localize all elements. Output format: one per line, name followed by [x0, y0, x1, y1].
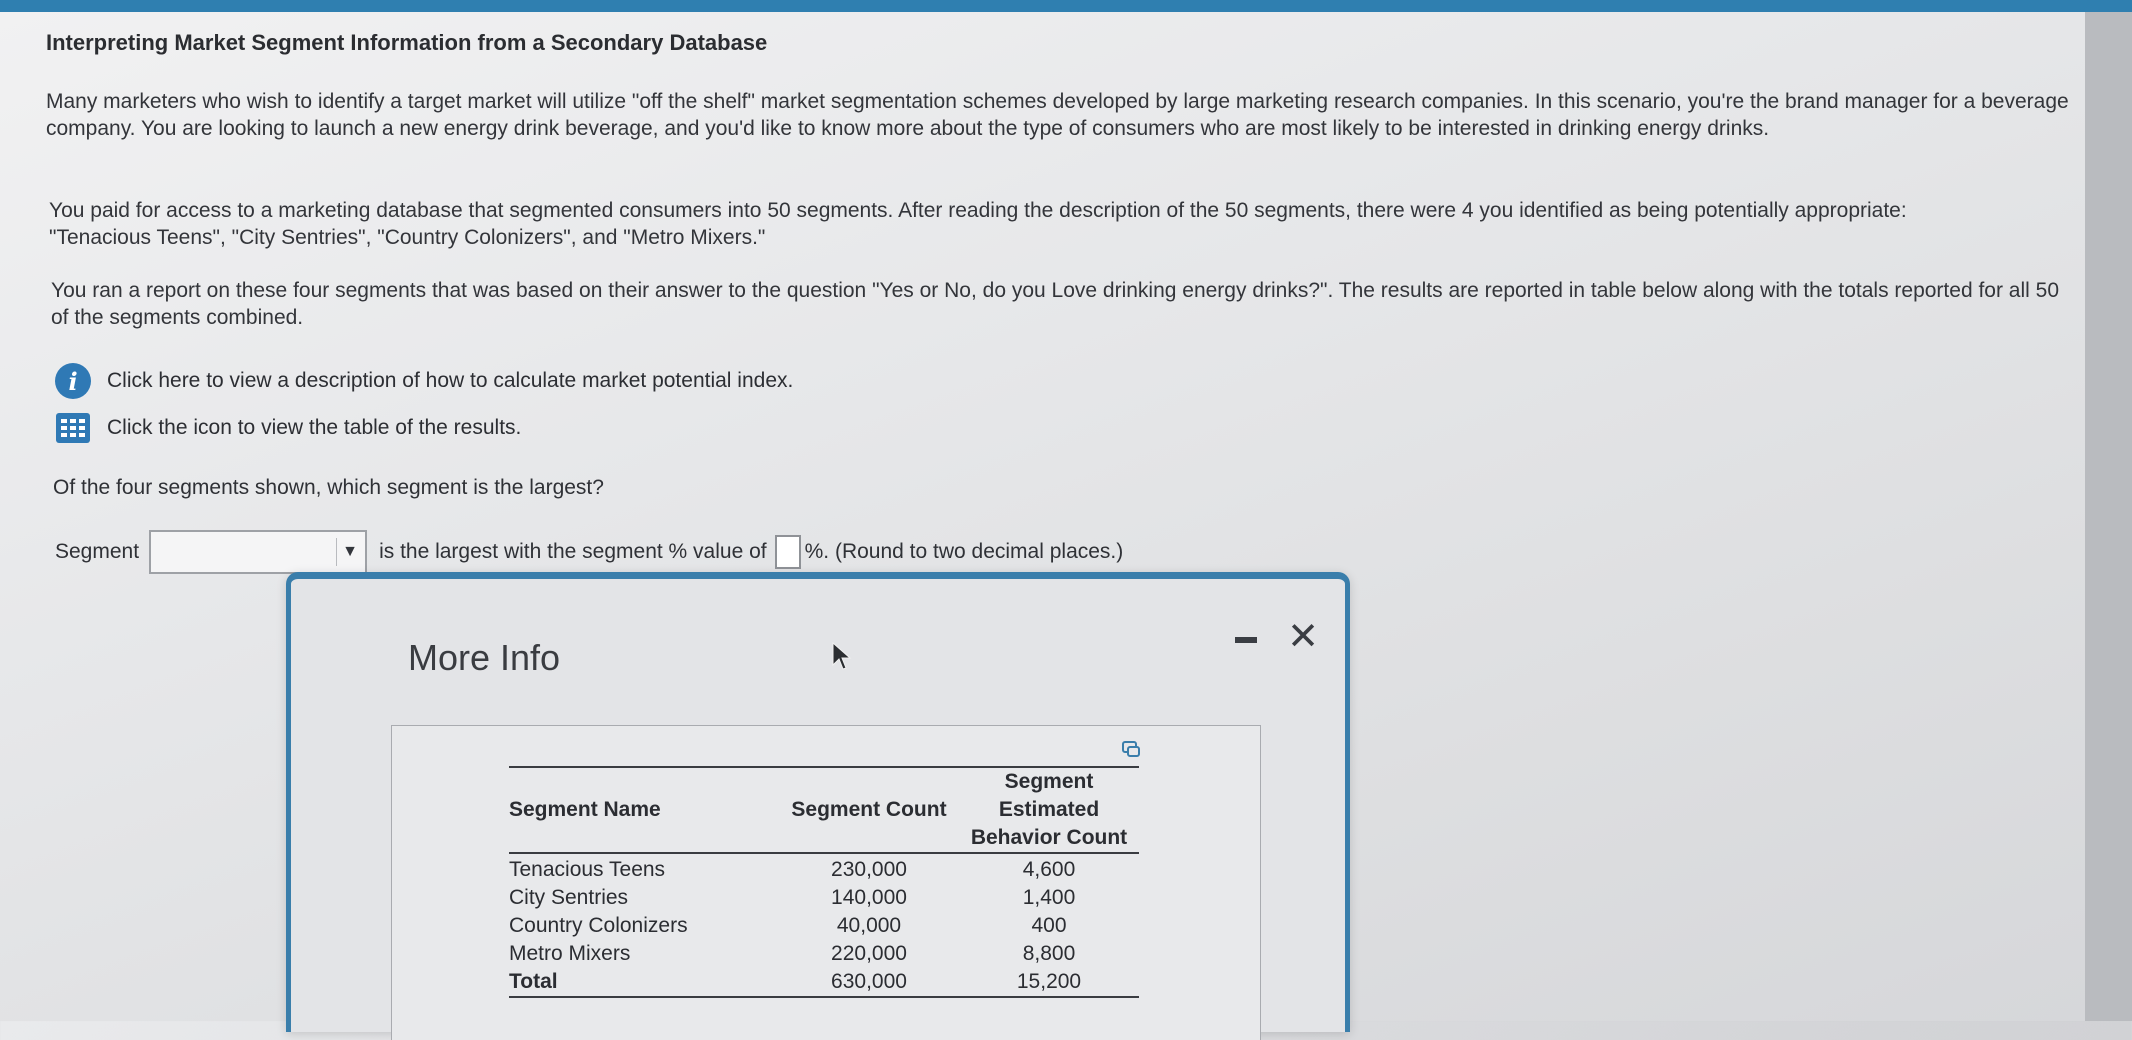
- table-row: [509, 884, 1139, 912]
- total-row: [509, 968, 1139, 997]
- total-label: Total: [509, 968, 779, 997]
- row-segment-count: 40,000: [836, 914, 902, 937]
- table-row: [509, 912, 1139, 940]
- row-segment-name: Tenacious Teens: [509, 858, 666, 881]
- header-estimated-line3: Behavior Count: [970, 826, 1128, 849]
- table-link-row[interactable]: [55, 412, 521, 444]
- results-table-panel: [391, 725, 1261, 1040]
- percent-input[interactable]: [775, 535, 801, 569]
- close-icon: ✕: [1287, 616, 1319, 658]
- table-row: [509, 853, 1139, 884]
- info-link-text[interactable]: Click here to view a description of how to calculate market potential index.: [107, 369, 794, 392]
- report-paragraph: You ran a report on these four segments that was based on their answer to the question "Yes or No, do you Love drinking energy drinks?". The results are reported in table below along with the totals reported for all 50 of the segments combined.: [51, 279, 2060, 329]
- row-segment-name: Metro Mixers: [509, 942, 631, 965]
- question-text: Of the four segments shown, which segment is the largest?: [53, 476, 604, 499]
- row-estimated-count: 1,400: [1022, 886, 1076, 909]
- answer-row: [55, 530, 1123, 574]
- close-button[interactable]: [1285, 616, 1321, 658]
- row-estimated-count: 4,600: [1022, 858, 1076, 881]
- results-table: [509, 766, 1139, 998]
- row-segment-name: Country Colonizers: [509, 914, 688, 937]
- table-icon[interactable]: [55, 412, 91, 444]
- more-info-modal: [286, 572, 1350, 1032]
- total-estimated-count: 15,200: [959, 968, 1139, 997]
- row-segment-count: 220,000: [831, 942, 907, 965]
- row-estimated-count: 400: [1031, 914, 1067, 937]
- info-link-row[interactable]: [55, 363, 793, 399]
- copy-icon[interactable]: [1121, 740, 1141, 758]
- header-estimated-count: [959, 767, 1139, 853]
- header-segment-name: Segment Name: [509, 767, 779, 853]
- answer-middle-text: is the largest with the segment % value of: [379, 540, 767, 563]
- answer-prefix: Segment: [55, 540, 140, 563]
- table-row: [509, 940, 1139, 968]
- row-segment-count: 230,000: [831, 858, 907, 881]
- minimize-button[interactable]: [1233, 627, 1259, 653]
- total-segment-count: 630,000: [779, 968, 959, 997]
- database-paragraph: You paid for access to a marketing database that segmented consumers into 50 segments. After reading the description of the 50 segments, there were 4 you identified as being potentially appropriate: "Tenacious Teens", "City Sentries", "Country Colonizers", and "Metro Mixers.": [49, 199, 1907, 249]
- intro-paragraph: Many marketers who wish to identify a target market will utilize "off the shelf" market segmentation schemes developed by large marketing research companies. In this scenario, you're the brand manager for a beverage company. You are looking to launch a new energy drink beverage, and you'd like to know more about the type of consumers who are most likely to be interested in drinking energy drinks.: [46, 90, 2069, 140]
- row-segment-count: 140,000: [831, 886, 907, 909]
- page-edge: [2085, 12, 2132, 1021]
- modal-title: More Info: [408, 637, 561, 678]
- segment-dropdown[interactable]: [149, 530, 367, 574]
- mouse-cursor-icon: [831, 641, 853, 671]
- table-link-text[interactable]: Click the icon to view the table of the results.: [107, 416, 522, 439]
- header-segment-count: Segment Count: [779, 767, 959, 853]
- row-estimated-count: 8,800: [1022, 942, 1076, 965]
- header-estimated-line1: Segment: [1004, 770, 1094, 793]
- problem-title: Interpreting Market Segment Information from a Secondary Database: [46, 30, 768, 55]
- info-icon[interactable]: i: [55, 363, 91, 399]
- minimize-icon: [1235, 637, 1257, 643]
- header-estimated-line2: Estimated: [998, 798, 1100, 821]
- answer-suffix: %. (Round to two decimal places.): [804, 540, 1124, 563]
- top-accent-bar: [0, 0, 2132, 12]
- dropdown-arrow-icon[interactable]: ▼: [336, 538, 363, 566]
- row-segment-name: City Sentries: [509, 886, 629, 909]
